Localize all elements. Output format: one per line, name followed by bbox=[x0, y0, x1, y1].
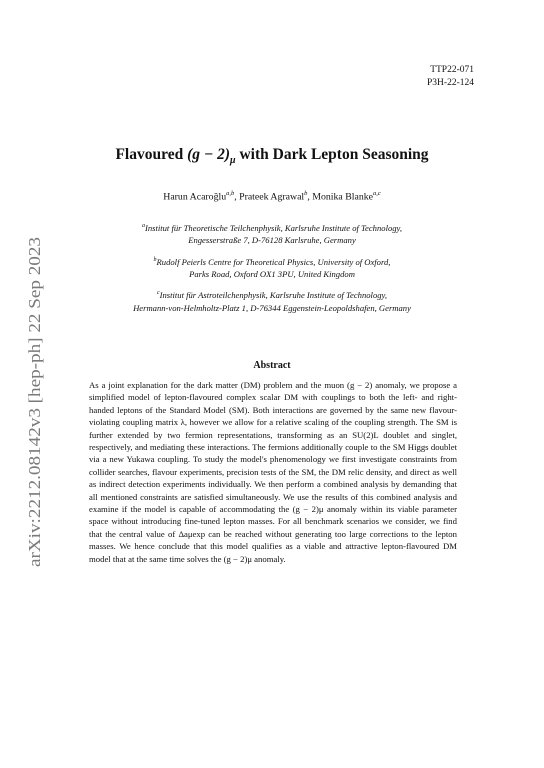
affiliation-line: Hermann-von-Helmholtz-Platz 1, D-76344 Eggenstein-Leopoldshafen, Germany bbox=[133, 302, 411, 313]
affiliation-mark: a bbox=[141, 223, 145, 229]
author-marks: a,c bbox=[372, 190, 381, 197]
author-list: Harun Acaroğlu$^{a,b}$, Prateek Agrawal$^b$, Monika Blanke$^{a,c}$ bbox=[163, 190, 381, 203]
abstract-heading: Abstract bbox=[253, 360, 291, 371]
paper-title bbox=[60, 146, 484, 166]
abstract-body: As a joint explanation for the dark matter (DM) problem and the muon (g − 2) anomaly, we propose a simplified model of lepton-flavoured complex scalar DM with couplings to both the left- and right-handed leptons of the Standard Model (SM). Both interactions are governed by the same new flavour-violating coupling matrix λ, however we allow for a relative scaling of the coupling strength. The SM is further extended by two fermion representations, transforming as an SU(2)L doublet and singlet, respectively, and mediating these interactions. The fermions additionally couple to the SM Higgs doublet via a new Yukawa coupling. To study the model's phenomenology we first investigate constraints from collider searches, flavour experiments, precision tests of the SM, the DM relic density, and direct as well as indirect detection experiments individually. We then perform a combined analysis by demanding that all mentioned constraints are satisfied simultaneously. We use the results of this combined analysis and examine if the model is capable of accommodating the (g − 2)μ anomaly within its viable parameter space without introducing fine-tuned lepton masses. For all benchmark scenarios we consider, we find that the central value of Δaμexp can be reached without generating too large corrections to the lepton masses. We hence conclude that this model qualifies as a viable and attractive lepton-flavoured DM model that at the same time solves the (g − 2)μ anomaly. bbox=[89, 380, 457, 564]
title-pre: Flavoured bbox=[115, 146, 188, 163]
author-marks: a,b bbox=[226, 190, 235, 197]
arxiv-stamp-text: arXiv:2212.08142v3 [hep-ph] 22 Sep 2023 bbox=[25, 282, 44, 567]
affiliation-line: Parks Road, Oxford OX1 3PU, United Kingdom bbox=[189, 268, 355, 279]
affiliation-line: Engesserstraße 7, D-76128 Karlsruhe, Germany bbox=[188, 235, 356, 246]
author-name: Prateek Agrawal bbox=[239, 191, 305, 203]
affiliation-line: Rudolf Peierls Centre for Theoretical Physics, University of Oxford, bbox=[156, 256, 391, 267]
title-sub: μ bbox=[230, 155, 236, 167]
report-numbers bbox=[427, 64, 474, 90]
report-number: TTP22-071 bbox=[430, 65, 474, 75]
arxiv-stamp bbox=[18, 237, 48, 567]
affiliation-mark: c bbox=[156, 290, 160, 297]
author-name: Monika Blanke bbox=[312, 191, 373, 203]
report-number: P3H-22-124 bbox=[427, 78, 474, 88]
title-post: with Dark Lepton Seasoning bbox=[235, 146, 429, 163]
title-math: (g − 2) bbox=[187, 146, 231, 163]
author-marks: b bbox=[304, 190, 308, 197]
affiliation bbox=[70, 287, 474, 314]
affiliations bbox=[70, 220, 474, 321]
affiliation-line: Institut für Astroteilchenphysik, Karlsruhe Institute of Technology, bbox=[159, 290, 388, 301]
affiliation bbox=[70, 254, 474, 281]
affiliation bbox=[70, 220, 474, 247]
author-name: Harun Acaroğlu bbox=[163, 191, 227, 203]
affiliation-mark: b bbox=[153, 256, 157, 263]
affiliation-line: Institut für Theoretische Teilchenphysik, Karlsruhe Institute of Technology, bbox=[144, 222, 403, 233]
